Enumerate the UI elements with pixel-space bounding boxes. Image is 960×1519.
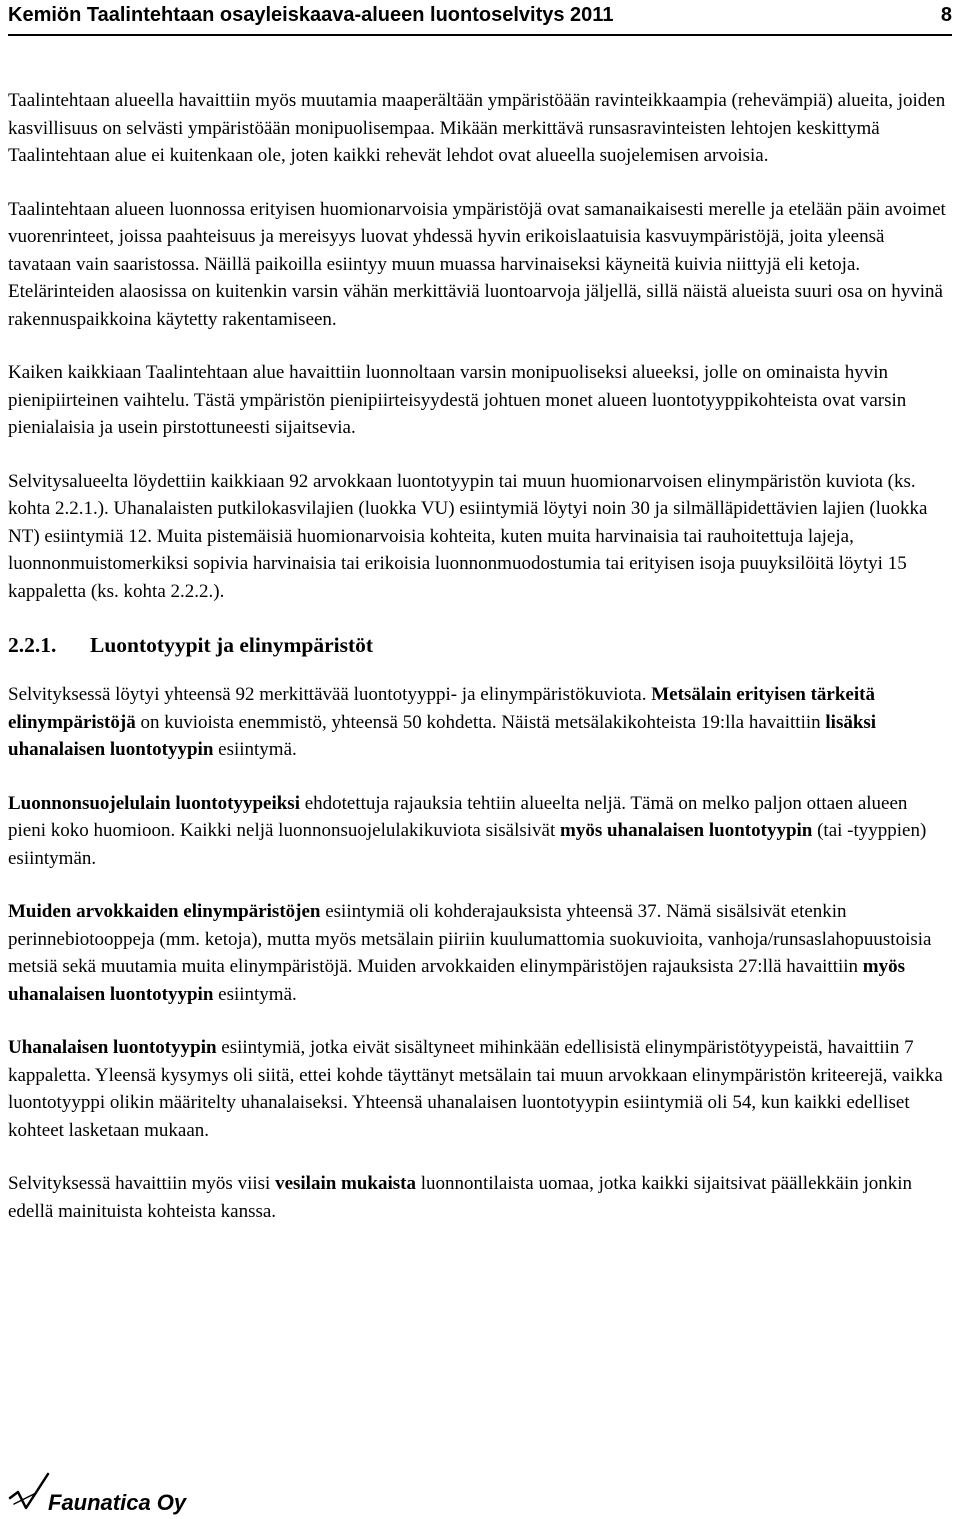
text-run: Selvityksessä löytyi yhteensä 92 merkittävää luontotyyppi- ja elinympäristökuviota. — [8, 684, 652, 705]
paragraph-3: Kaiken kaikkiaan Taalintehtaan alue havaittiin luonnoltaan varsin monipuoliseksi alueeksi, jolle on ominaista hyvin pienipiirteinen vaihtelu. Tästä ympäristön pienipiirteisyydestä johtuen monet alueen luontotyyppikohteista ovat varsin pienialaisia ja usein pirstottuneesti sijaitsevia. — [8, 362, 907, 438]
paragraph-2: Taalintehtaan alueen luonnossa erityisen huomionarvoisia ympäristöjä ovat samanaikaisesti merelle ja etelään päin avoimet vuorenrinteet, joissa paahteisuus ja mereisyys luovat yhdessä hyvin erikoislaatuisia kasvuympäristöjä, joita yleensä tavataan vain saaristossa. Näillä paikoilla esiintyy muun muassa harvinaiseksi käyneitä kuivia niittyjä eli ketoja. Etelärinteiden alaosissa on kuitenkin varsin vähän merkittäviä luontoarvoja jäljellä, sillä näistä alueista suuri osa on hyvinä rakennuspaikkoina käytetty rakentamiseen. — [8, 198, 946, 330]
paragraph-9 — [8, 1170, 950, 1225]
section-title: Luontotyypit ja elinympäristöt — [90, 633, 374, 657]
section-heading — [8, 631, 950, 659]
bold-run: vesilain mukaista — [275, 1173, 417, 1194]
logo-text: Faunatica Oy — [48, 1490, 187, 1515]
paragraph-5 — [8, 681, 950, 764]
paragraph-8 — [8, 1034, 950, 1144]
paragraph-1: Taalintehtaan alueella havaittiin myös muutamia maaperältään ympäristöään ravinteikkaampia (rehevämpiä) alueita, joiden kasvillisuus on selvästi ympäristöään monipuolisempaa. Mikään merkittävä runsasravinteisten lehtojen keskittymä Taalintehtaan alue ei kuitenkaan ole, joten kaikki rehevät lehdot ovat alueella suojelemisen arvoisia. — [8, 90, 946, 166]
text-run: (tai -tyyppien) esiintymän. — [8, 820, 927, 869]
bold-run: myös uhanalaisen luontotyypin — [560, 820, 813, 841]
text-run: esiintymä. — [213, 983, 297, 1005]
bold-run: lisäksi uhanalaisen luontotyypin — [8, 711, 877, 760]
bold-run: Muiden arvokkaiden elinympäristöjen — [8, 901, 321, 922]
bold-run: myös uhanalaisen luontotyypin — [8, 956, 906, 1005]
bold-run: Metsälain erityisen tärkeitä elinympäristöjä — [8, 684, 875, 733]
text-run: Selvityksessä havaittiin myös viisi — [8, 1173, 276, 1194]
paragraph-6 — [8, 790, 950, 873]
bold-run: Luonnonsuojelulain luontotyypeiksi — [8, 792, 300, 814]
document-body — [8, 87, 950, 1251]
bold-run: Uhanalaisen luontotyypin — [8, 1037, 217, 1058]
text-run: esiintymiä, jotka eivät sisältyneet mihinkään edellisistä elinympäristötyypeistä, havaittiin 7 kappaletta. Yleensä kysymys oli siitä, ettei kohde täyttänyt metsälain tai muun arvokkaan elinympäristön kriteerejä, vaikka luontotyyppi olikin määritelty uhanalaiseksi. Yhteensä uhanalaisen luontotyypin esiintymiä oli 54, kun kaikki edelliset kohteet lasketaan mukaan. — [8, 1037, 943, 1141]
section-number: 2.2.1. — [8, 633, 57, 657]
text-run: esiintymä. — [213, 739, 297, 760]
paragraph-7 — [8, 898, 950, 1008]
page-number: 8 — [940, 4, 952, 26]
page-header — [8, 0, 952, 36]
faunatica-logo — [8, 1468, 208, 1516]
text-run: esiintymiä oli kohderajauksista yhteensä 37. Nämä sisälsivät etenkin perinnebiotooppeja (mm. ketoja), mutta myös metsälain piiriin kuulumattomia suokuvioita, vanhoja/runsaslahopuustoisia metsiä sekä muutamia muita elinympäristöjä. Muiden arvokkaiden elinympäristöjen rajauksista 27:llä havaittiin — [8, 901, 932, 977]
paragraph-4: Selvitysalueelta löydettiin kaikkiaan 92 arvokkaan luontotyypin tai muun huomionarvoisen elinympäristön kuviota (ks. kohta 2.2.1.). Uhanalaisten putkilokasvilajien (luokka VU) esiintymiä löytyi noin 30 ja silmälläpidettävien lajien (luokka NT) esiintymiä 12. Muita pistemäisiä huomionarvoisia kohteita, kuten muita harvinaisia tai rauhoitettuja lajeja, luonnonmuistomerkiksi sopivia harvinaisia tai erikoisia luonnonmuodostumia tai erityisen isoja puuyksilöitä löytyi 15 kappaletta (ks. kohta 2.2.2.). — [8, 470, 928, 602]
text-run: on kuvioista enemmistö, yhteensä 50 kohdetta. Näistä metsälakikohteista 19:lla havaittiin — [135, 711, 826, 733]
text-run: ehdotettuja rajauksia tehtiin alueelta neljä. Tämä on melko paljon ottaen alueen pieni koko huomioon. Kaikki neljä luonnonsuojelulakikuviota sisälsivät — [8, 792, 908, 841]
document-title: Kemiön Taalintehtaan osayleiskaava-alueen luontoselvitys 2011 — [8, 4, 614, 26]
text-run: luonnontilaista uomaa, jotka kaikki sijaitsivat päällekkäin jonkin edellä mainituista kohteista kanssa. — [8, 1173, 913, 1222]
